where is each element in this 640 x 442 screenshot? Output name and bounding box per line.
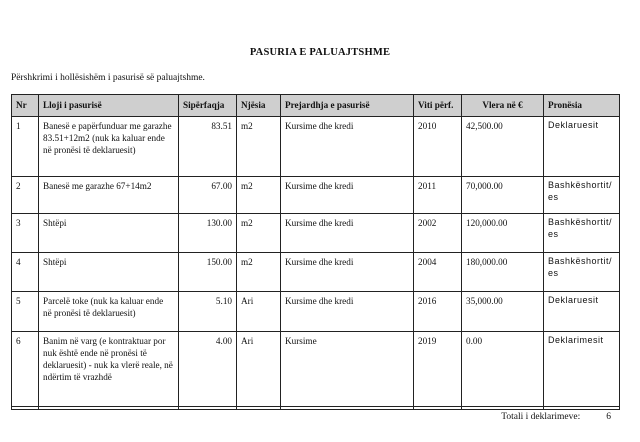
header-prejardhja: Prejardhja e pasurisë bbox=[281, 95, 414, 117]
table-row bbox=[12, 292, 620, 332]
header-vlera: Vlera në € bbox=[462, 95, 544, 117]
cell-pronesia: Deklaruesit bbox=[544, 292, 620, 332]
cell-viti: 2016 bbox=[414, 292, 462, 332]
cell-njesia: Ari bbox=[237, 292, 281, 332]
cell-siperfaqja: 67.00 bbox=[179, 177, 237, 214]
total-declarations bbox=[501, 412, 611, 422]
header-pronesia: Pronësia bbox=[544, 95, 620, 117]
cell-vlera: 0.00 bbox=[462, 332, 544, 410]
cell-lloji: Banesë me garazhe 67+14m2 bbox=[39, 177, 179, 214]
cell-vlera: 120,000.00 bbox=[462, 214, 544, 253]
cell-vlera: 42,500.00 bbox=[462, 117, 544, 177]
cell-lloji: Shtëpi bbox=[39, 253, 179, 292]
header-siperfaqja: Sipërfaqja bbox=[179, 95, 237, 117]
cell-pronesia: Bashkëshortit/es bbox=[544, 253, 620, 292]
total-label: Totali i deklarimeve: bbox=[501, 412, 581, 422]
cell-viti: 2004 bbox=[414, 253, 462, 292]
cell-pronesia: Bashkëshortit/es bbox=[544, 177, 620, 214]
cell-njesia: m2 bbox=[237, 177, 281, 214]
cell-prejardhja: Kursime dhe kredi bbox=[281, 253, 414, 292]
cell-nr: 3 bbox=[12, 214, 39, 253]
cell-viti: 2010 bbox=[414, 117, 462, 177]
cell-nr: 1 bbox=[12, 117, 39, 177]
cell-nr: 4 bbox=[12, 253, 39, 292]
cell-viti: 2011 bbox=[414, 177, 462, 214]
table-row bbox=[12, 214, 620, 253]
cell-lloji: Banim në varg (e kontraktuar por nuk është ende në pronësi të deklaruesit) - nuk ka vlerë reale, në ndërtim të vrazhdë bbox=[39, 332, 179, 410]
cell-lloji: Banesë e papërfunduar me garazhe 83.51+12m2 (nuk ka kaluar ende në pronësi të deklaruesit) bbox=[39, 117, 179, 177]
cell-siperfaqja: 4.00 bbox=[179, 332, 237, 410]
table-row bbox=[12, 253, 620, 292]
cell-vlera: 35,000.00 bbox=[462, 292, 544, 332]
cell-vlera: 70,000.00 bbox=[462, 177, 544, 214]
table-row bbox=[12, 117, 620, 177]
cell-pronesia: Deklaruesit bbox=[544, 117, 620, 177]
cell-njesia: Ari bbox=[237, 332, 281, 410]
cell-njesia: m2 bbox=[237, 214, 281, 253]
cell-nr: 2 bbox=[12, 177, 39, 214]
cell-siperfaqja: 5.10 bbox=[179, 292, 237, 332]
cell-siperfaqja: 83.51 bbox=[179, 117, 237, 177]
cell-pronesia: Deklarimesit bbox=[544, 332, 620, 410]
property-table bbox=[11, 94, 620, 410]
cell-prejardhja: Kursime dhe kredi bbox=[281, 177, 414, 214]
cell-prejardhja: Kursime dhe kredi bbox=[281, 117, 414, 177]
cell-pronesia: Bashkëshortit/es bbox=[544, 214, 620, 253]
table-row bbox=[12, 177, 620, 214]
cell-viti: 2002 bbox=[414, 214, 462, 253]
header-viti: Viti përf. bbox=[414, 95, 462, 117]
cell-nr: 5 bbox=[12, 292, 39, 332]
table-row bbox=[12, 332, 620, 410]
cell-nr: 6 bbox=[12, 332, 39, 410]
table-header-row bbox=[12, 95, 620, 117]
cell-viti: 2019 bbox=[414, 332, 462, 410]
document-subtitle: Përshkrimi i hollësishëm i pasurisë së paluajtshme. bbox=[11, 73, 205, 83]
cell-prejardhja: Kursime dhe kredi bbox=[281, 292, 414, 332]
header-njesia: Njësia bbox=[237, 95, 281, 117]
cell-lloji: Shtëpi bbox=[39, 214, 179, 253]
cell-njesia: m2 bbox=[237, 117, 281, 177]
table-end-divider bbox=[11, 406, 619, 407]
cell-njesia: m2 bbox=[237, 253, 281, 292]
cell-vlera: 180,000.00 bbox=[462, 253, 544, 292]
document-title: PASURIA E PALUAJTSHME bbox=[249, 47, 391, 58]
cell-siperfaqja: 150.00 bbox=[179, 253, 237, 292]
cell-siperfaqja: 130.00 bbox=[179, 214, 237, 253]
header-lloji: Lloji i pasurisë bbox=[39, 95, 179, 117]
cell-prejardhja: Kursime bbox=[281, 332, 414, 410]
header-nr: Nr bbox=[12, 95, 39, 117]
cell-lloji: Parcelë toke (nuk ka kaluar ende në pronësi të deklaruesit) bbox=[39, 292, 179, 332]
cell-prejardhja: Kursime dhe kredi bbox=[281, 214, 414, 253]
total-count: 6 bbox=[606, 412, 611, 422]
